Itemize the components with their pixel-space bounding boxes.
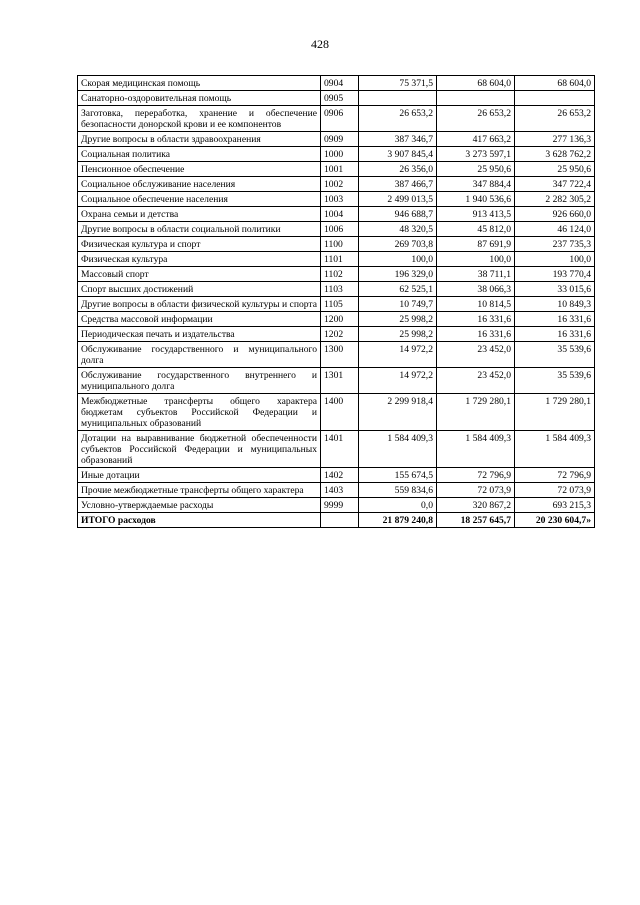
row-name-cell: Санаторно-оздоровительная помощь — [78, 91, 321, 106]
row-value-3-cell: 3 628 762,2 — [515, 147, 595, 162]
row-value-3-cell: 35 539,6 — [515, 368, 595, 394]
row-name-cell: Спорт высших достижений — [78, 282, 321, 297]
table-row — [78, 147, 595, 162]
table-row — [78, 106, 595, 132]
row-value-1-cell: 26 356,0 — [359, 162, 437, 177]
row-value-3-cell: 46 124,0 — [515, 222, 595, 237]
table-row — [78, 132, 595, 147]
row-code-cell: 0909 — [321, 132, 359, 147]
row-code-cell: 1200 — [321, 312, 359, 327]
row-value-2-cell: 45 812,0 — [437, 222, 515, 237]
table-row — [78, 483, 595, 498]
table-row — [78, 252, 595, 267]
row-value-1-cell: 387 346,7 — [359, 132, 437, 147]
table-row — [78, 91, 595, 106]
row-value-2-cell: 16 331,6 — [437, 312, 515, 327]
row-value-3-cell: 193 770,4 — [515, 267, 595, 282]
table-row — [78, 282, 595, 297]
row-code-cell: 1400 — [321, 394, 359, 431]
row-value-1-cell: 21 879 240,8 — [359, 513, 437, 528]
row-value-2-cell: 72 073,9 — [437, 483, 515, 498]
row-name-cell: Иные дотации — [78, 468, 321, 483]
row-value-2-cell: 72 796,9 — [437, 468, 515, 483]
page-number: 428 — [311, 37, 329, 51]
table-row — [78, 342, 595, 368]
row-name-cell: Обслуживание государственного и муниципального долга — [78, 342, 321, 368]
row-code-cell: 0904 — [321, 76, 359, 91]
row-value-1-cell: 25 998,2 — [359, 312, 437, 327]
row-value-1-cell: 2 499 013,5 — [359, 192, 437, 207]
row-name-cell: Дотации на выравнивание бюджетной обеспеченности субъектов Российской Федерации и муниципальных образований — [78, 431, 321, 468]
row-value-3-cell: 347 722,4 — [515, 177, 595, 192]
row-code-cell: 1102 — [321, 267, 359, 282]
row-code-cell: 1301 — [321, 368, 359, 394]
row-value-1-cell: 0,0 — [359, 498, 437, 513]
row-name-cell: Другие вопросы в области здравоохранения — [78, 132, 321, 147]
table-row — [78, 177, 595, 192]
row-name-cell: Социальная политика — [78, 147, 321, 162]
row-value-1-cell: 14 972,2 — [359, 368, 437, 394]
row-code-cell: 1103 — [321, 282, 359, 297]
table-row — [78, 327, 595, 342]
row-name-cell: Социальное обеспечение населения — [78, 192, 321, 207]
row-value-3-cell: 68 604,0 — [515, 76, 595, 91]
expenditure-table — [77, 75, 595, 528]
row-code-cell: 0905 — [321, 91, 359, 106]
row-value-1-cell: 48 320,5 — [359, 222, 437, 237]
row-value-1-cell: 26 653,2 — [359, 106, 437, 132]
row-value-2-cell: 100,0 — [437, 252, 515, 267]
row-code-cell: 1402 — [321, 468, 359, 483]
row-name-cell: Условно-утверждаемые расходы — [78, 498, 321, 513]
row-code-cell: 1001 — [321, 162, 359, 177]
row-value-1-cell: 946 688,7 — [359, 207, 437, 222]
row-value-1-cell: 62 525,1 — [359, 282, 437, 297]
row-value-2-cell — [437, 91, 515, 106]
table-row — [78, 297, 595, 312]
table-row — [78, 394, 595, 431]
row-code-cell — [321, 513, 359, 528]
row-value-3-cell: 33 015,6 — [515, 282, 595, 297]
table-row — [78, 207, 595, 222]
row-value-3-cell: 35 539,6 — [515, 342, 595, 368]
row-value-3-cell: 26 653,2 — [515, 106, 595, 132]
row-value-2-cell: 23 452,0 — [437, 342, 515, 368]
row-value-2-cell: 320 867,2 — [437, 498, 515, 513]
row-value-2-cell: 16 331,6 — [437, 327, 515, 342]
row-value-2-cell: 3 273 597,1 — [437, 147, 515, 162]
row-value-2-cell: 38 711,1 — [437, 267, 515, 282]
table-row — [78, 222, 595, 237]
row-name-cell: Прочие межбюджетные трансферты общего характера — [78, 483, 321, 498]
row-value-3-cell: 72 796,9 — [515, 468, 595, 483]
row-value-3-cell: 16 331,6 — [515, 312, 595, 327]
row-value-3-cell: 10 849,3 — [515, 297, 595, 312]
row-value-3-cell: 20 230 604,7» — [515, 513, 595, 528]
row-code-cell: 1401 — [321, 431, 359, 468]
row-value-3-cell: 2 282 305,2 — [515, 192, 595, 207]
row-code-cell: 1105 — [321, 297, 359, 312]
row-value-1-cell: 3 907 845,4 — [359, 147, 437, 162]
table-row — [78, 237, 595, 252]
table-row — [78, 498, 595, 513]
table-row — [78, 312, 595, 327]
row-name-cell: Другие вопросы в области физической культуры и спорта — [78, 297, 321, 312]
row-code-cell: 1003 — [321, 192, 359, 207]
row-code-cell: 1000 — [321, 147, 359, 162]
row-value-1-cell: 100,0 — [359, 252, 437, 267]
row-name-cell: Другие вопросы в области социальной политики — [78, 222, 321, 237]
row-value-2-cell: 87 691,9 — [437, 237, 515, 252]
row-value-2-cell: 10 814,5 — [437, 297, 515, 312]
row-value-1-cell: 196 329,0 — [359, 267, 437, 282]
row-value-3-cell: 237 735,3 — [515, 237, 595, 252]
row-code-cell: 1101 — [321, 252, 359, 267]
table-row — [78, 267, 595, 282]
row-value-3-cell: 100,0 — [515, 252, 595, 267]
row-name-cell: Социальное обслуживание населения — [78, 177, 321, 192]
row-value-2-cell: 25 950,6 — [437, 162, 515, 177]
row-value-2-cell: 18 257 645,7 — [437, 513, 515, 528]
row-value-2-cell: 347 884,4 — [437, 177, 515, 192]
row-value-1-cell: 1 584 409,3 — [359, 431, 437, 468]
row-name-cell: Обслуживание государственного внутреннего и муниципального долга — [78, 368, 321, 394]
row-name-cell: ИТОГО расходов — [78, 513, 321, 528]
row-code-cell: 1202 — [321, 327, 359, 342]
row-name-cell: Физическая культура — [78, 252, 321, 267]
row-value-1-cell: 75 371,5 — [359, 76, 437, 91]
row-value-2-cell: 913 413,5 — [437, 207, 515, 222]
row-code-cell: 1004 — [321, 207, 359, 222]
row-name-cell: Заготовка, переработка, хранение и обеспечение безопасности донорской крови и ее компонентов — [78, 106, 321, 132]
row-name-cell: Массовый спорт — [78, 267, 321, 282]
row-value-1-cell: 10 749,7 — [359, 297, 437, 312]
row-value-1-cell: 2 299 918,4 — [359, 394, 437, 431]
row-value-1-cell: 155 674,5 — [359, 468, 437, 483]
row-value-2-cell: 1 940 536,6 — [437, 192, 515, 207]
row-code-cell: 1006 — [321, 222, 359, 237]
row-name-cell: Охрана семьи и детства — [78, 207, 321, 222]
row-value-3-cell: 1 584 409,3 — [515, 431, 595, 468]
row-name-cell: Периодическая печать и издательства — [78, 327, 321, 342]
row-value-3-cell: 25 950,6 — [515, 162, 595, 177]
row-code-cell: 1100 — [321, 237, 359, 252]
row-value-1-cell: 14 972,2 — [359, 342, 437, 368]
row-value-2-cell: 26 653,2 — [437, 106, 515, 132]
table-row — [78, 468, 595, 483]
row-code-cell: 9999 — [321, 498, 359, 513]
row-value-3-cell — [515, 91, 595, 106]
row-value-1-cell: 387 466,7 — [359, 177, 437, 192]
row-code-cell: 1002 — [321, 177, 359, 192]
table-row — [78, 368, 595, 394]
row-code-cell: 1403 — [321, 483, 359, 498]
table-row — [78, 76, 595, 91]
row-name-cell: Пенсионное обеспечение — [78, 162, 321, 177]
row-value-1-cell: 25 998,2 — [359, 327, 437, 342]
table-row — [78, 162, 595, 177]
row-value-2-cell: 417 663,2 — [437, 132, 515, 147]
row-value-3-cell: 926 660,0 — [515, 207, 595, 222]
table-body — [78, 76, 595, 528]
row-value-3-cell: 72 073,9 — [515, 483, 595, 498]
row-code-cell: 1300 — [321, 342, 359, 368]
row-value-2-cell: 23 452,0 — [437, 368, 515, 394]
row-value-3-cell: 277 136,3 — [515, 132, 595, 147]
row-value-3-cell: 1 729 280,1 — [515, 394, 595, 431]
row-name-cell: Средства массовой информации — [78, 312, 321, 327]
table-row — [78, 431, 595, 468]
row-name-cell: Скорая медицинская помощь — [78, 76, 321, 91]
row-code-cell: 0906 — [321, 106, 359, 132]
row-value-2-cell: 1 729 280,1 — [437, 394, 515, 431]
row-name-cell: Межбюджетные трансферты общего характера бюджетам субъектов Российской Федерации и муниципальных образований — [78, 394, 321, 431]
row-value-3-cell: 693 215,3 — [515, 498, 595, 513]
row-value-2-cell: 1 584 409,3 — [437, 431, 515, 468]
row-value-1-cell: 269 703,8 — [359, 237, 437, 252]
row-value-2-cell: 68 604,0 — [437, 76, 515, 91]
total-row — [78, 513, 595, 528]
row-name-cell: Физическая культура и спорт — [78, 237, 321, 252]
row-value-3-cell: 16 331,6 — [515, 327, 595, 342]
row-value-2-cell: 38 066,3 — [437, 282, 515, 297]
row-value-1-cell — [359, 91, 437, 106]
row-value-1-cell: 559 834,6 — [359, 483, 437, 498]
table-row — [78, 192, 595, 207]
